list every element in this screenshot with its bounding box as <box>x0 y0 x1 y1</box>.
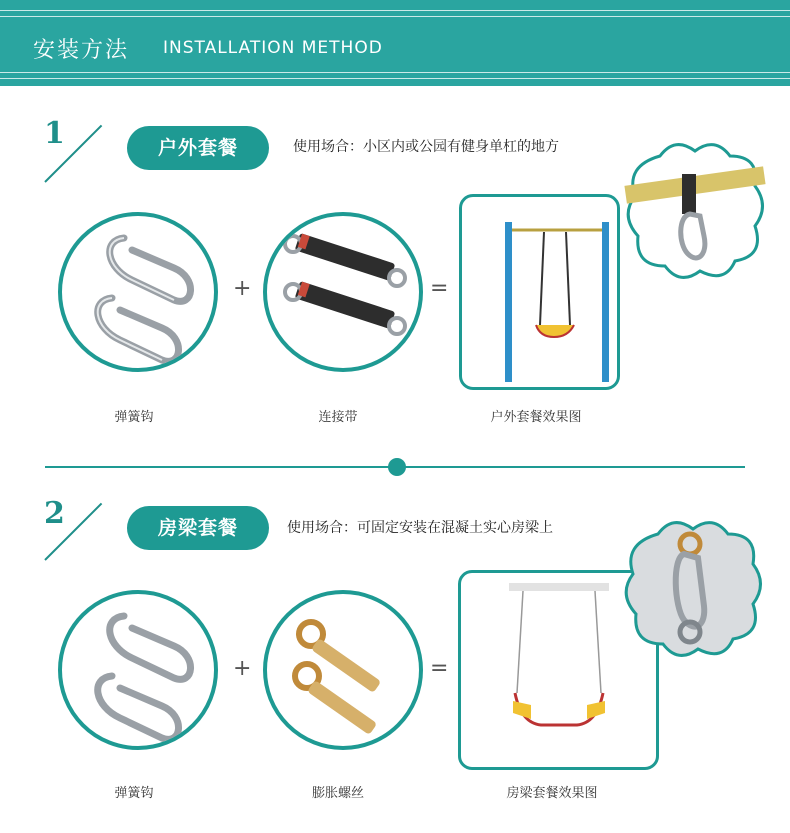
equals-sign: = <box>430 656 449 681</box>
carabiner-image <box>58 590 218 750</box>
carabiner-caption: 弹簧钩 <box>114 410 154 425</box>
expansion-bolt-image <box>263 590 423 750</box>
expansion-bolt-icon <box>267 594 419 746</box>
package-badge: 房梁套餐 <box>127 506 269 550</box>
section-header <box>0 0 790 86</box>
carabiner-image <box>58 212 218 372</box>
plus-sign: + <box>233 276 252 301</box>
header-rule-bottom <box>0 72 790 73</box>
usage-text: 使用场合：小区内或公园有健身单杠的地方 <box>293 139 559 155</box>
step-number: 2 <box>44 496 65 531</box>
carabiner-caption: 弹簧钩 <box>114 786 154 801</box>
section-outdoor <box>0 100 790 440</box>
header-rule-top-2 <box>0 16 790 17</box>
beam-result-caption: 房梁套餐效果图 <box>506 786 598 801</box>
header-title-cn: 安装方法 <box>33 38 130 63</box>
outdoor-result-image <box>459 194 620 390</box>
equals-sign: = <box>430 276 449 301</box>
package-badge: 户外套餐 <box>127 126 269 170</box>
outdoor-swing-icon <box>462 197 617 387</box>
section-beam <box>0 484 790 824</box>
outdoor-result-caption: 户外套餐效果图 <box>490 410 582 425</box>
carabiner-icon <box>62 594 214 746</box>
outdoor-detail-image <box>620 136 770 286</box>
carabiner-icon <box>62 216 214 368</box>
header-title-en: INSTALLATION METHOD <box>163 38 383 58</box>
divider-dot <box>388 458 406 476</box>
usage-text: 使用场合：可固定安装在混凝土实心房梁上 <box>287 520 553 536</box>
header-rule-bottom-2 <box>0 78 790 79</box>
strap-icon <box>267 216 419 368</box>
strap-caption: 连接带 <box>318 410 358 425</box>
expansion-bolt-caption: 膨胀螺丝 <box>311 786 364 801</box>
header-rule-top <box>0 10 790 11</box>
beam-detail-image <box>618 514 768 664</box>
detail-cloud-icon <box>620 136 770 286</box>
step-number: 1 <box>44 116 65 151</box>
strap-image <box>263 212 423 372</box>
plus-sign: + <box>233 656 252 681</box>
detail-cloud-icon <box>618 514 768 664</box>
